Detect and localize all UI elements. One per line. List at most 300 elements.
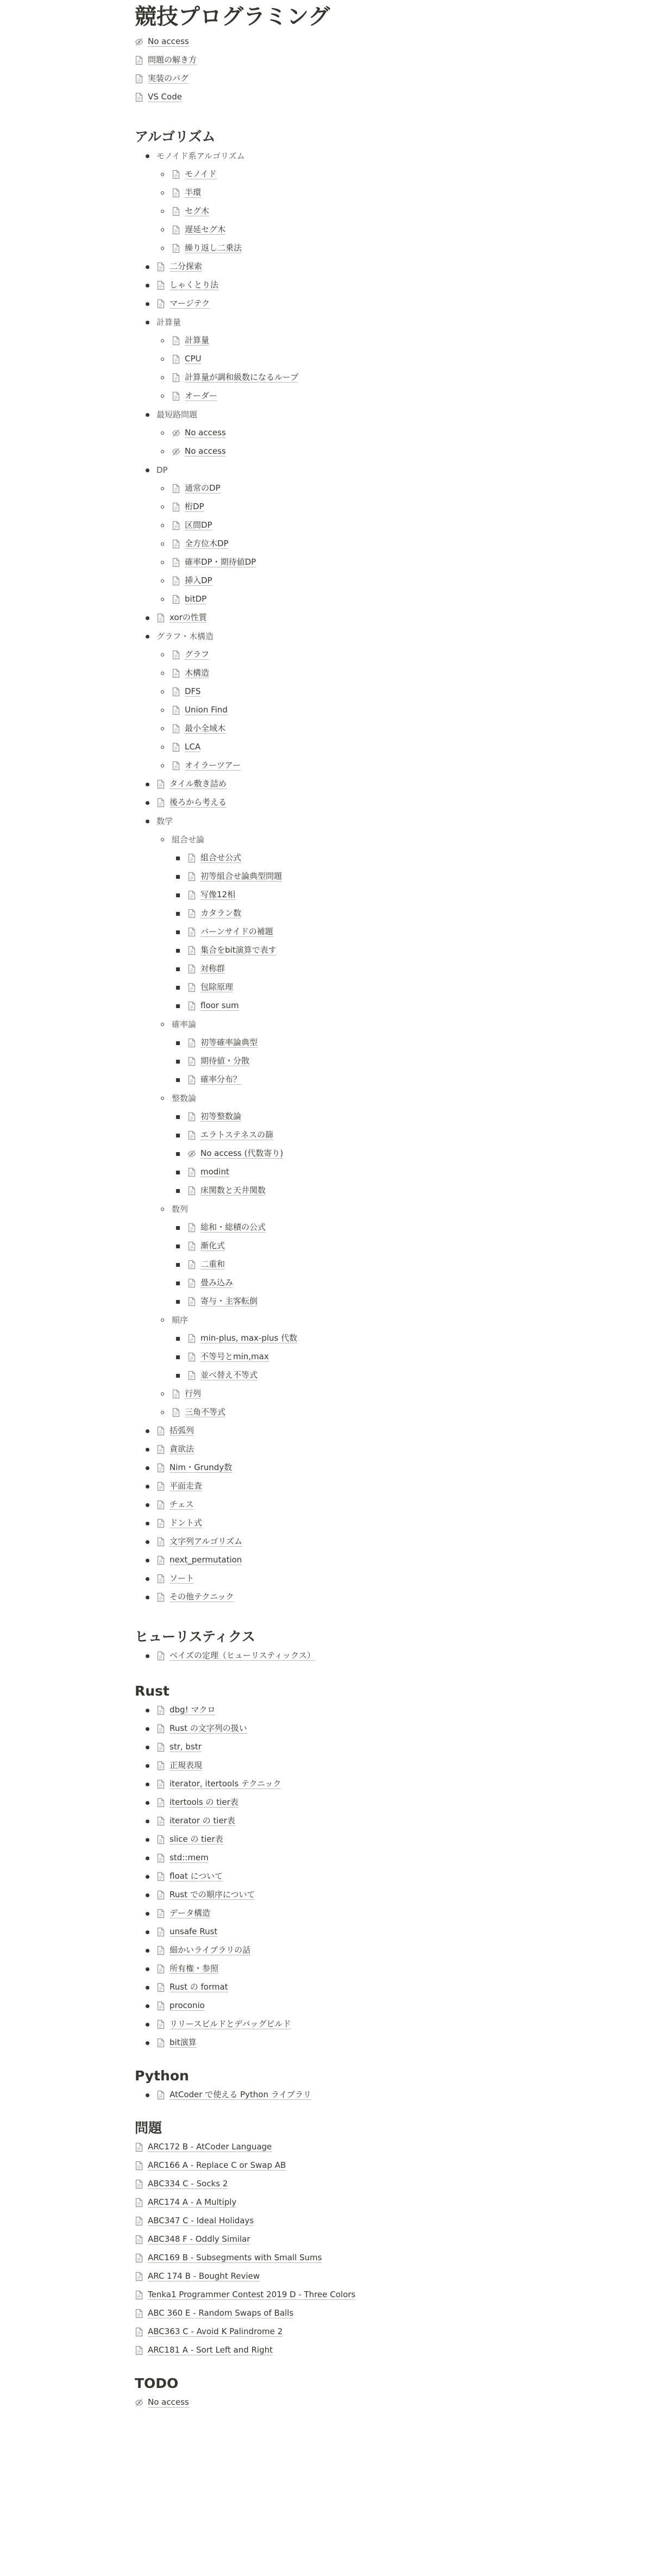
row-content	[146, 1849, 209, 1867]
page-link[interactable]: モノイド	[185, 169, 217, 179]
list-item	[135, 720, 548, 738]
page-link[interactable]: std::mem	[170, 1853, 209, 1862]
page-link[interactable]: 確率DP・期待値DP	[185, 557, 256, 567]
page-icon	[156, 1927, 165, 1937]
bullet	[161, 1318, 164, 1322]
row-content	[161, 239, 242, 258]
page-link[interactable]: ベイズの定理（ヒューリスティックス）	[170, 1650, 315, 1660]
list-item	[135, 849, 548, 867]
list-item	[135, 1145, 548, 1163]
page-link[interactable]: 遅延セグ木	[185, 224, 226, 234]
page-icon	[187, 1260, 196, 1270]
page-link[interactable]: ARC166 A - Replace C or Swap AB	[148, 2160, 286, 2170]
problem-link	[135, 2249, 548, 2267]
content	[135, 0, 548, 2412]
list-item	[135, 867, 548, 886]
bullet	[161, 1392, 164, 1396]
bullet	[176, 1115, 180, 1119]
section-heading: ヒューリスティクス	[135, 1629, 255, 1645]
page-link[interactable]: No access	[148, 2397, 189, 2407]
page-link[interactable]: 畳み込み	[200, 1278, 234, 1287]
page-link[interactable]: 並べ替え不等式	[200, 1370, 258, 1380]
bullet	[146, 2093, 149, 2097]
page-icon	[135, 2216, 143, 2226]
list-item	[135, 535, 548, 553]
row-content	[161, 424, 226, 442]
page-link[interactable]: 初等組合せ論典型問題	[200, 871, 283, 881]
row-content	[176, 1329, 297, 1348]
bullet	[161, 432, 164, 435]
page-link[interactable]: データ構造	[170, 1908, 211, 1918]
list-item	[135, 1292, 548, 1311]
page-icon	[156, 262, 165, 272]
page-link[interactable]: DFS	[185, 686, 201, 696]
bullet	[176, 949, 180, 953]
bullet	[161, 450, 164, 453]
page-icon	[156, 1964, 165, 1974]
page-icon	[156, 1651, 165, 1661]
bullet	[146, 1783, 149, 1786]
bullet	[161, 1411, 164, 1414]
page-link[interactable]: bit演算	[170, 2037, 197, 2047]
bullet	[161, 376, 164, 379]
list-item	[135, 683, 548, 701]
row-content	[135, 2193, 236, 2212]
page-link[interactable]: modint	[200, 1167, 229, 1177]
row-content	[146, 1477, 202, 1496]
page-link[interactable]: チェス	[170, 1499, 194, 1509]
row-content	[161, 738, 200, 756]
bullet	[176, 1245, 180, 1248]
page-link[interactable]: ARC181 A - Sort Left and Right	[148, 2345, 273, 2355]
row-content	[161, 479, 221, 498]
page-link[interactable]: iterator, itertools テクニック	[170, 1779, 281, 1789]
page-icon	[135, 2179, 143, 2189]
row-content	[135, 2230, 250, 2249]
page-link[interactable]: floor sum	[200, 1001, 239, 1010]
row-content	[176, 978, 233, 997]
page-icon	[172, 225, 180, 235]
list-item	[135, 1366, 548, 1385]
list-item	[135, 1720, 548, 1738]
bullet	[176, 875, 180, 879]
page-link[interactable]: 確率分布？	[200, 1074, 242, 1084]
page-icon	[156, 1724, 165, 1734]
bullet	[176, 1152, 180, 1156]
page-icon	[187, 1075, 196, 1085]
row-content	[161, 646, 209, 664]
page-link[interactable]: iterator の tier表	[170, 1816, 235, 1825]
list-item	[135, 221, 548, 239]
bullet	[176, 1041, 180, 1045]
row-content	[146, 1793, 239, 1812]
page-link[interactable]: ARC174 A - A Multiply	[148, 2197, 237, 2207]
page-icon	[187, 1130, 196, 1140]
row-content	[146, 1440, 194, 1459]
row-content	[161, 572, 212, 590]
list-item	[135, 1329, 548, 1348]
page-icon	[156, 1555, 165, 1565]
page-link[interactable]: 最小全域木	[185, 723, 226, 733]
page-icon	[156, 1481, 165, 1491]
page-link[interactable]: ABC348 F - Oddly Similar	[148, 2234, 250, 2244]
todo-link	[135, 2393, 548, 2412]
row-content	[176, 1145, 283, 1163]
page-link[interactable]: VS Code	[148, 92, 182, 102]
bullet	[161, 561, 164, 564]
page-link[interactable]: CPU	[185, 354, 202, 364]
page-link[interactable]: Nim・Grundy数	[170, 1462, 233, 1472]
page-icon	[187, 1223, 196, 1233]
bullet	[146, 1448, 149, 1452]
bullet	[161, 1097, 164, 1100]
list-item	[135, 609, 548, 627]
list-item-label: 最短路問題	[156, 409, 198, 420]
bullet	[146, 468, 149, 472]
group-item	[135, 313, 548, 332]
page-link[interactable]: 漸化式	[200, 1241, 225, 1251]
page-link[interactable]: リリースビルドとデバッグビルド	[170, 2019, 291, 2029]
row-content	[146, 1647, 315, 1665]
page-link[interactable]: エラトステネスの篩	[200, 1130, 273, 1140]
bullet	[146, 1709, 149, 1712]
page-icon	[156, 2090, 165, 2100]
page-link[interactable]: 初等確率論典型	[200, 1037, 258, 1047]
page-link[interactable]: next_permutation	[170, 1555, 242, 1565]
problem-link	[135, 2175, 548, 2193]
row-content	[161, 535, 229, 553]
top-link	[135, 70, 548, 88]
bullet	[146, 801, 149, 805]
list-item	[135, 997, 548, 1015]
list-item	[135, 1459, 548, 1477]
page-link[interactable]: 問題の解き方	[148, 55, 197, 65]
page-icon	[156, 798, 165, 808]
page-link[interactable]: No access	[185, 428, 226, 437]
page-link[interactable]: 細かいライブラリの話	[170, 1945, 251, 1955]
page-link[interactable]: AtCoder で使える Python ライブラリ	[170, 2090, 311, 2099]
page-link[interactable]: 繰り返し二乗法	[185, 243, 242, 253]
page-link[interactable]: ABC347 C - Ideal Holidays	[148, 2216, 254, 2225]
list-item	[135, 904, 548, 923]
group-item	[135, 1089, 548, 1108]
list-item	[135, 387, 548, 405]
page-link[interactable]: ABC363 C - Avoid K Palindrome 2	[148, 2327, 283, 2336]
page-link[interactable]: オイラーツアー	[185, 760, 241, 770]
row-content	[146, 1514, 202, 1533]
page-link[interactable]: 半環	[185, 187, 202, 197]
list-item	[135, 1422, 548, 1440]
page-link[interactable]: 計算量	[185, 335, 210, 345]
page-icon	[156, 1537, 165, 1547]
page-link[interactable]: 計算量が調和級数になるループ	[185, 372, 299, 382]
list-item	[135, 1071, 548, 1089]
page-link[interactable]: その他テクニック	[170, 1592, 234, 1602]
row-content	[146, 1701, 215, 1720]
row-content	[176, 1237, 225, 1255]
page-icon	[187, 1241, 196, 1251]
page-link[interactable]: Rust の format	[170, 1982, 228, 1992]
list-item	[135, 184, 548, 202]
page-link[interactable]: Rust の文字列の扱い	[170, 1723, 247, 1733]
row-content	[146, 812, 173, 830]
page-link[interactable]: 文字列アルゴリズム	[170, 1536, 243, 1546]
bullet	[161, 598, 164, 601]
bullet	[176, 893, 180, 897]
row-content	[161, 1089, 196, 1108]
page-icon	[187, 1001, 196, 1011]
page-link[interactable]: カタラン数	[200, 908, 242, 918]
bullet	[146, 284, 149, 287]
page-link[interactable]: 区間DP	[185, 520, 212, 530]
page-icon	[172, 521, 180, 530]
list-item	[135, 1237, 548, 1255]
list-item	[135, 1793, 548, 1812]
page-link[interactable]: 二分探索	[170, 261, 203, 271]
page-link[interactable]: str, bstr	[170, 1742, 202, 1752]
page-link[interactable]: Rust での順序について	[170, 1890, 255, 1899]
page-icon	[156, 2019, 165, 2029]
page-icon	[156, 1500, 165, 1510]
row-content	[161, 1311, 188, 1329]
page-link[interactable]: Tenka1 Programmer Contest 2019 D - Three Colors	[148, 2290, 356, 2299]
eye-off-icon	[172, 428, 180, 438]
page-link[interactable]: タイル敷き詰め	[170, 779, 227, 789]
list-item	[135, 516, 548, 535]
list-item	[135, 332, 548, 350]
bullet	[176, 1300, 180, 1304]
page-link[interactable]: 初等整数論	[200, 1111, 242, 1121]
page-link[interactable]: 通常のDP	[185, 483, 221, 493]
page-link[interactable]: マージテク	[170, 298, 210, 308]
page-link[interactable]: 期待値・分散	[200, 1056, 250, 1066]
bullet	[161, 709, 164, 712]
page-link[interactable]: 二重和	[200, 1259, 225, 1269]
page-icon	[172, 576, 180, 586]
page-icon	[156, 1853, 165, 1863]
page-link[interactable]: 正規表現	[170, 1760, 203, 1770]
page-link[interactable]: ARC169 B - Subsegments with Small Sums	[148, 2253, 322, 2262]
page-link[interactable]: 全方位木DP	[185, 539, 229, 548]
page-icon	[187, 1297, 196, 1306]
page-link[interactable]: No access	[148, 36, 189, 46]
row-content	[146, 1978, 228, 1997]
page-link[interactable]: 括弧列	[170, 1425, 195, 1435]
row-content	[176, 997, 239, 1015]
page-icon	[156, 1909, 165, 1918]
page-link[interactable]: 貪欲法	[170, 1444, 195, 1454]
page-icon	[172, 742, 180, 752]
page-link[interactable]: No access (代数寄り)	[200, 1148, 284, 1158]
row-content	[176, 960, 225, 978]
page-link[interactable]: No access	[185, 446, 226, 456]
list-item	[135, 1477, 548, 1496]
page-link[interactable]: 木構造	[185, 668, 210, 678]
page-link[interactable]: 三角不等式	[185, 1407, 226, 1417]
row-content	[176, 923, 273, 941]
page-link[interactable]: ARC 174 B - Bought Review	[148, 2271, 260, 2281]
list-item	[135, 1997, 548, 2015]
page-link[interactable]: 挿入DP	[185, 576, 212, 585]
problem-link	[135, 2156, 548, 2175]
row-content	[176, 1163, 229, 1181]
page-link[interactable]: 包除原理	[200, 982, 234, 992]
section-heading: Python	[135, 2068, 189, 2084]
page-link[interactable]: 写像12相	[200, 890, 236, 899]
page-link[interactable]: 不等号とmin,max	[200, 1352, 269, 1361]
page-link[interactable]: ドント式	[170, 1518, 203, 1528]
page-link[interactable]: 寄与・主客転倒	[200, 1296, 258, 1306]
group-item	[135, 147, 548, 165]
page-link[interactable]: ABC334 C - Socks 2	[148, 2179, 228, 2189]
page-icon	[187, 853, 196, 863]
page-link[interactable]: proconio	[170, 2000, 205, 2010]
page-icon	[156, 280, 165, 290]
page-link[interactable]: xorの性質	[170, 612, 207, 622]
bullet	[146, 1856, 149, 1860]
page-link[interactable]: itertools の tier表	[170, 1797, 239, 1807]
list-item	[135, 1052, 548, 1071]
bullet	[146, 1503, 149, 1507]
list-item	[135, 350, 548, 368]
row-content	[161, 1200, 188, 1218]
row-content	[146, 775, 227, 793]
bullet	[176, 1281, 180, 1285]
bullet	[176, 986, 180, 990]
page-link[interactable]: bitDP	[185, 594, 207, 604]
row-content	[161, 442, 226, 461]
group-item	[135, 627, 548, 646]
list-item	[135, 775, 548, 793]
row-content	[161, 1403, 225, 1422]
page-link[interactable]: ソート	[170, 1573, 195, 1583]
eye-off-icon	[172, 447, 180, 457]
page-link[interactable]: 床関数と天井関数	[200, 1185, 266, 1195]
page-link[interactable]: Union Find	[185, 705, 228, 715]
list-item-label: 数列	[172, 1204, 189, 1214]
page-link[interactable]: ARC172 B - AtCoder Language	[148, 2142, 272, 2152]
list-item	[135, 1647, 548, 1665]
page-icon	[187, 964, 196, 974]
page-link[interactable]: しゃくとり法	[170, 280, 219, 290]
page-icon	[135, 2290, 143, 2300]
page-link[interactable]: 行列	[185, 1389, 202, 1398]
page-icon	[187, 1112, 196, 1122]
bullet	[161, 653, 164, 656]
page-icon	[135, 74, 143, 84]
problem-link	[135, 2138, 548, 2156]
bullet	[176, 856, 180, 860]
page-icon	[172, 687, 180, 697]
row-content	[161, 332, 209, 350]
list-item	[135, 701, 548, 720]
bullet	[146, 2004, 149, 2008]
page-link[interactable]: min-plus, max-plus 代数	[200, 1333, 298, 1343]
page-link[interactable]: LCA	[185, 742, 201, 752]
page-link[interactable]: 集合をbit演算で表す	[200, 945, 277, 955]
page-link[interactable]: バーンサイドの補題	[200, 927, 273, 936]
page-link[interactable]: 総和・総積の公式	[200, 1222, 266, 1232]
list-item	[135, 1385, 548, 1403]
bullet	[161, 746, 164, 749]
page-link[interactable]: 桁DP	[185, 502, 204, 511]
list-item	[135, 202, 548, 221]
bullet	[176, 1189, 180, 1193]
page-link[interactable]: 後ろから考える	[170, 797, 227, 807]
page-link[interactable]: slice の tier表	[170, 1834, 223, 1844]
row-content	[135, 88, 182, 107]
row-content	[161, 1015, 196, 1034]
page-link[interactable]: 組合せ公式	[200, 853, 242, 862]
row-content	[146, 1588, 234, 1606]
bullet	[176, 1337, 180, 1341]
page-link[interactable]: unsafe Rust	[170, 1927, 218, 1936]
page-link[interactable]: オーダー	[185, 391, 218, 401]
eye-off-icon	[135, 37, 143, 47]
page-link[interactable]: 平面走査	[170, 1481, 203, 1491]
row-content	[161, 184, 201, 202]
bullet	[176, 1134, 180, 1137]
row-content	[176, 1181, 266, 1200]
page-link[interactable]: 所有権・参照	[170, 1964, 219, 1973]
bullet	[146, 2041, 149, 2045]
row-content	[161, 165, 217, 184]
page-icon	[135, 92, 143, 102]
row-content	[176, 941, 277, 960]
page-link[interactable]: dbg! マクロ	[170, 1705, 216, 1715]
page-icon	[156, 1463, 165, 1473]
bullet	[161, 1208, 164, 1211]
row-content	[161, 720, 225, 738]
page-icon	[156, 1890, 165, 1900]
bullet	[146, 154, 149, 158]
page-link[interactable]: セグ木	[185, 206, 210, 216]
list-item	[135, 1440, 548, 1459]
list-item	[135, 886, 548, 904]
row-content	[146, 1960, 218, 1978]
row-content	[161, 387, 217, 405]
page-link[interactable]: 対称群	[200, 964, 225, 973]
row-content	[161, 590, 206, 609]
bullet	[161, 191, 164, 195]
page-icon	[187, 872, 196, 881]
list-item-label: DP	[156, 465, 168, 475]
page-link[interactable]: グラフ	[185, 649, 210, 659]
row-content	[146, 1570, 194, 1588]
row-content	[176, 867, 282, 886]
page-link[interactable]: 実装のバグ	[148, 73, 189, 83]
bullet	[176, 912, 180, 916]
row-content	[146, 313, 181, 332]
page-icon	[135, 2142, 143, 2152]
list-item	[135, 1570, 548, 1588]
group-item	[135, 812, 548, 830]
row-content	[176, 1052, 249, 1071]
bullet	[161, 690, 164, 693]
row-content	[161, 664, 209, 683]
row-content	[176, 849, 241, 867]
group-item	[135, 1200, 548, 1218]
page-icon	[172, 188, 180, 198]
list-item	[135, 1775, 548, 1793]
bullet	[161, 228, 164, 232]
bullet	[146, 321, 149, 324]
list-item-label: 数学	[156, 816, 173, 826]
bullet	[161, 764, 164, 767]
list-item	[135, 295, 548, 313]
page-link[interactable]: float について	[170, 1871, 223, 1881]
page-link[interactable]: ABC 360 E - Random Swaps of Balls	[148, 2308, 294, 2318]
